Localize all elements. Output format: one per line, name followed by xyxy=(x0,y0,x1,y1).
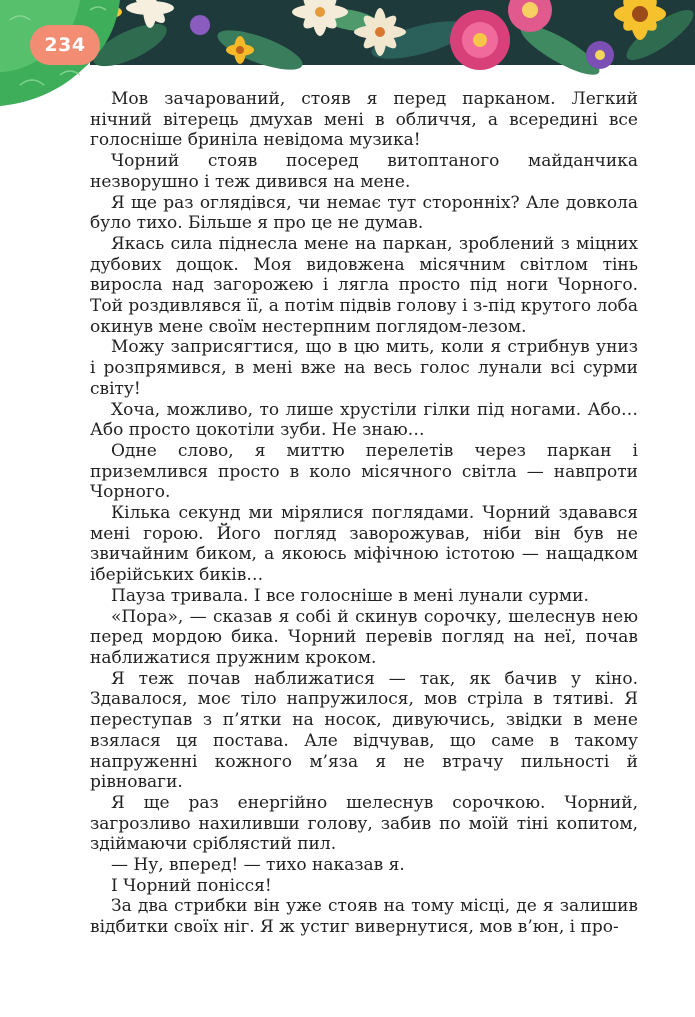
page-number-badge xyxy=(30,25,100,65)
paragraph: — Ну, вперед! — тихо наказав я. xyxy=(111,855,405,876)
paragraph: Я теж почав наближатися — так, як бачив у кіно. Здавалося, моє тіло напружилося, мов стріла в тятиві. Я переступав з п’ятки на носок, дивуючись, звідки в мене взялася ця постава. Але відчував, що саме в такому напруженні кожного м’яза я не втрачу пильності й рівноваги. xyxy=(90,668,638,793)
paragraph: Пауза тривала. І все голосніше в мені лунали сурми. xyxy=(111,585,589,606)
paragraph: Можу заприсягтися, що в цю мить, коли я стрибнув униз і розпрямився, в мені вже на весь голос лунали всі сурми світу! xyxy=(90,337,638,399)
paragraph: І Чорний понісся! xyxy=(111,875,272,896)
paragraph: Кілька секунд ми мірялися поглядами. Чорний здавався мені горою. Його погляд заворожував, ніби він був не звичайним биком, а якоюсь міфічною істотою — нащадком іберійських биків… xyxy=(90,503,638,586)
paragraph: Чорний стояв посеред витоптаного майданчика незворушно і теж дивився на мене. xyxy=(90,151,638,192)
paragraph: Одне слово, я миттю перелетів через паркан і приземлився просто в коло місячного світла — навпроти Чорного. xyxy=(90,440,638,503)
story-text xyxy=(90,89,638,938)
paragraph: Я ще раз енергійно шелеснув сорочкою. Чорний, загрозливо нахиливши голову, забив по моїй тіні копитом, здіймаючи сріблястий пил. xyxy=(90,792,638,855)
page-number: 234 xyxy=(44,34,86,56)
paragraph: За два стрибки він уже стояв на тому місці, де я залишив відбитки своїх ніг. Я ж устиг вивернутися, мов в’юн, і про- xyxy=(90,896,638,938)
paragraph: «Пора», — сказав я собі й скинув сорочку, шелеснув нею перед мордою бика. Чорний перевів погляд на неї, почав наближатися пружним кроком. xyxy=(90,606,638,668)
paragraph: Хоча, можливо, то лише хрустіли гілки під ногами. Або… Або просто цокотіли зуби. Не знаю… xyxy=(90,399,638,441)
paragraph: Я ще раз оглядівся, чи немає тут сторонніх? Але довкола було тихо. Більше я про це не думав. xyxy=(90,192,638,234)
paragraph: Мов зачарований, стояв я перед парканом. Легкий нічний вітерець дмухав мені в обличчя, а всередині все голосніше бриніла невідома музика! xyxy=(90,89,638,151)
paragraph: Якась сила піднесла мене на паркан, зроблений з міцних дубових дощок. Моя видовжена місячним світлом тінь виросла над загорожею і лягла просто під ноги Чорного. Той роздивлявся її, а потім підвів голову і з-під крутого лоба окинув мене своїм нестерпним поглядом-лезом. xyxy=(90,233,638,337)
